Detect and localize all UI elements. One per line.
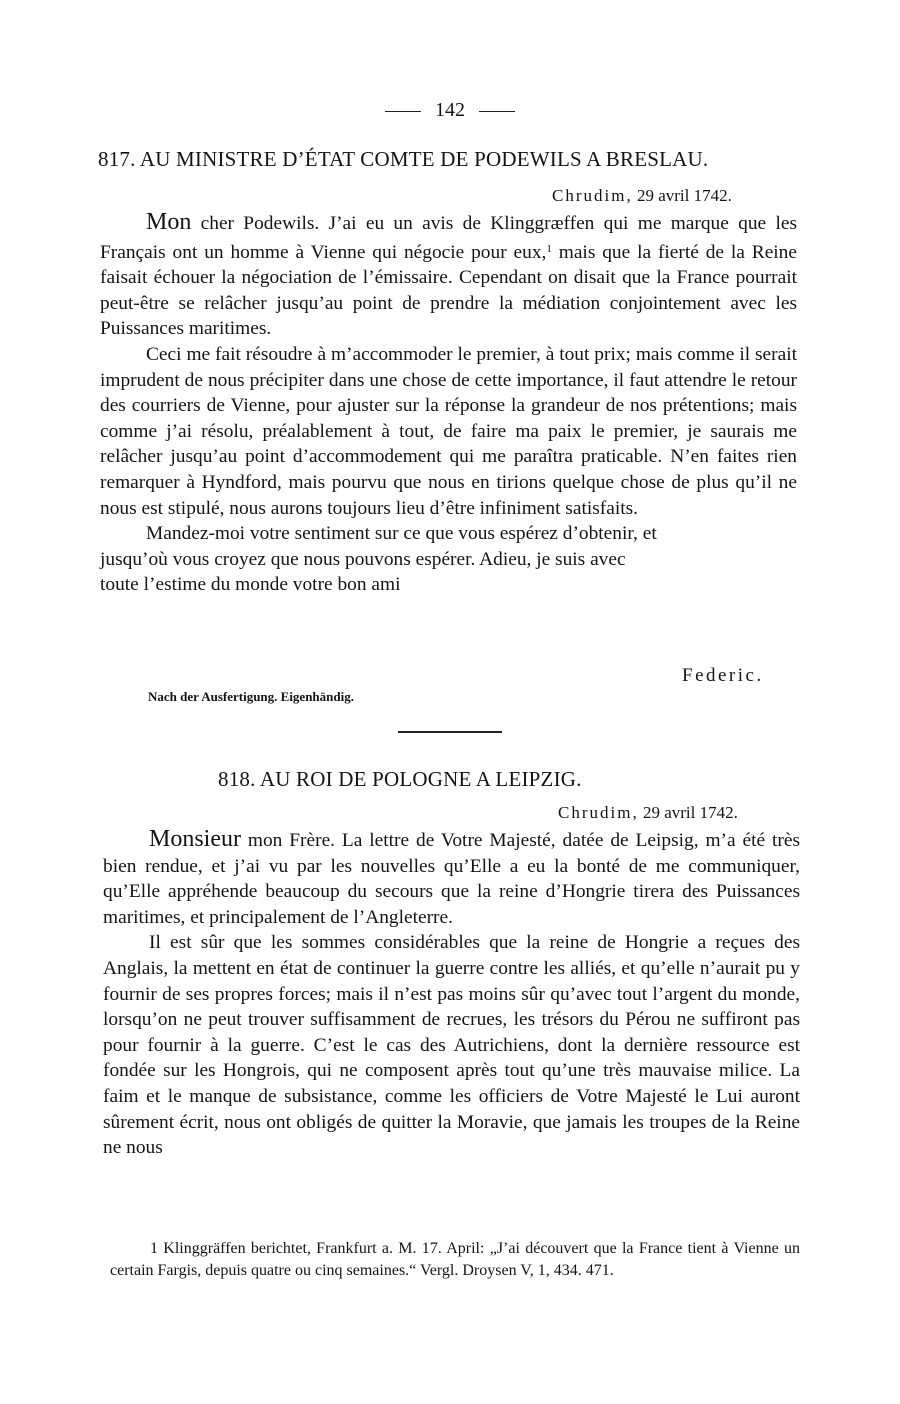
letter-817-paragraph-3-line-3: toute l’estime du monde votre bon ami: [100, 574, 401, 596]
letter-818-date: 29 avril 1742.: [642, 803, 738, 822]
letter-818-dateline: [558, 802, 738, 824]
section-divider: [398, 731, 502, 733]
footnote-reference-1: 1: [546, 242, 552, 255]
letter-818-p1-text: mon Frère. La lettre de Votre Majesté, datée de Leipsig, m’a été très bien rendue, et j’ai vu par les nouvelles qu’Elle a eu la bonté de me communiquer, qu’Elle appréhende beaucoup du secours que la reine d’Hongrie tirera des Puissances maritimes, et principalement de l’Angleterre.: [103, 830, 800, 928]
letter-817-date: 29 avril 1742.: [636, 186, 732, 205]
footnote-text: Klinggräffen berichtet, Frankfurt a. M. 17. April: „J’ai découvert que la France tient à Vienne un certain Fargis, depuis quatre ou cinq semaines.“ Vergl. Droysen V, 1, 434. 471.: [110, 1240, 800, 1279]
letter-817-p1-text: cher Podewils. J’ai eu un avis de Klinggræffen qui me marque que les Français ont un homme à Vienne qui négocie pour eux,: [100, 213, 797, 263]
letter-818-salutation: Monsieur: [149, 826, 241, 852]
letter-817-dateline: [552, 185, 732, 207]
page-number: 142: [435, 99, 465, 121]
letter-817-p1-text-2: mais que la fierté de la Reine faisait échouer la négociation de l’émissaire. Cependant on disait que la France pourrait peut-être se relâcher jusqu’au point de prendre la médiation conjointement avec les Puissances maritimes.: [100, 241, 797, 340]
letter-817-paragraph-2: Ceci me fait résoudre à m’accommoder le premier, à tout prix; mais comme il serait imprudent de nous précipiter dans une chose de cette importance, il faut attendre le retour des courriers de Vienne, pour ajuster sur la réponse la grandeur de nos prétentions; mais comme j’ai résolu, préalablement à tout, de faire ma paix le premier, je saurais me relâcher jusqu’au point d’accommodement qui me paraîtra praticable. N’en faites rien remarquer à Hyndford, mais pourvu que nous en tirions quelque chose de plus qu’il ne nous est stipulé, nous aurons toujours lieu d’être infiniment satisfaits.: [100, 343, 797, 519]
letter-818-heading: 818. AU ROI DE POLOGNE A LEIPZIG.: [218, 767, 582, 791]
letter-817-paragraph-3-line-1: Mandez-moi votre sentiment sur ce que vous espérez d’obtenir, et: [146, 523, 657, 545]
letter-818-paragraph-1: [103, 827, 800, 930]
letter-818-body: [103, 827, 800, 1161]
letter-818-paragraph-2: Il est sûr que les sommes considérables que la reine de Hongrie a reçues des Anglais, la mettent en état de continuer la guerre contre les alliés, et qu’elle n’aurait pu y fournir de ses propres forces; mais il n’est pas moins sûr qu’avec tout l’argent du monde, lorsqu’on ne peut trouver suffisamment de recrues, les trésors du Pérou ne suffiront pas pour fournir à la guerre. C’est le cas des Autrichiens, dont la dernière ressource est fondée sur les Hongrois, qui ne composent après tout qu’une très mauvaise milice. La faim et le manque de subsistance, comme les officiers de Votre Majesté le Lui auront sûrement écrit, nous ont obligés de quitter la Moravie, que jamais les troupes de la Reine ne nous: [103, 932, 800, 1159]
letter-817-body: [100, 210, 797, 598]
header-dash-left: [385, 111, 421, 112]
header-dash-right: [479, 111, 515, 112]
letter-817-place: Chrudim,: [552, 186, 633, 205]
letter-817-paragraph-3-line-2: jusqu’où vous croyez que nous pouvons espérer. Adieu, je suis avec: [100, 548, 626, 570]
letter-818-place: Chrudim,: [558, 803, 639, 822]
letter-817-salutation: Mon: [146, 209, 192, 235]
footnote-mark: 1: [150, 1240, 158, 1257]
footnote: [110, 1238, 800, 1282]
letter-817-paragraph-1: [100, 210, 797, 342]
letter-817-signature: Federic.: [682, 665, 764, 686]
letter-817-heading: 817. AU MINISTRE D’ÉTAT COMTE DE PODEWILS A BRESLAU.: [98, 147, 709, 171]
page-header: [0, 98, 900, 122]
letter-817-source-note: Nach der Ausfertigung. Eigenhändig.: [148, 689, 354, 704]
